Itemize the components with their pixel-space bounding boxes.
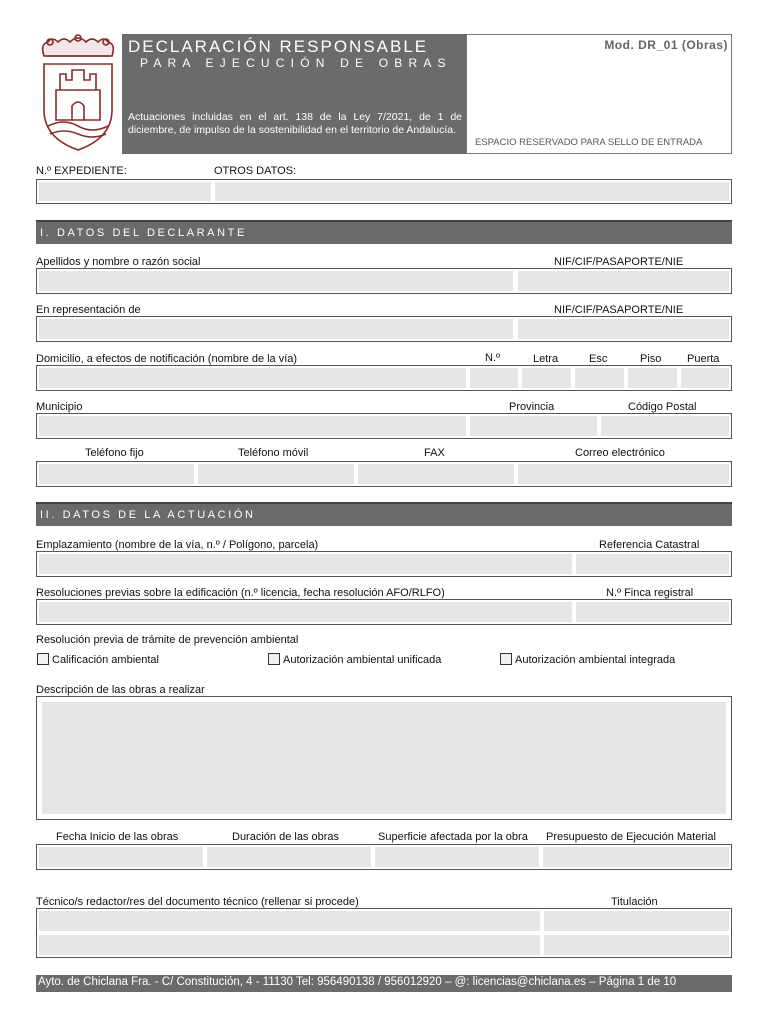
integrada-checkbox[interactable] — [500, 653, 512, 665]
form-subtitle: PARA EJECUCIÓN DE OBRAS — [140, 56, 452, 70]
catastral-field[interactable] — [575, 553, 730, 575]
autorizacion-unificada-option[interactable] — [268, 653, 441, 666]
tecnico-label: Técnico/s redactor/res del documento técnico (rellenar si procede) — [36, 896, 359, 908]
descripcion-box — [36, 696, 732, 820]
calificacion-option-label: Calificación ambiental — [52, 654, 159, 666]
titulacion-label: Titulación — [611, 896, 658, 908]
puerta-field[interactable] — [680, 367, 730, 389]
fecha-inicio-label: Fecha Inicio de las obras — [56, 831, 179, 843]
numero-field[interactable] — [469, 367, 519, 389]
resoluciones-label: Resoluciones previas sobre la edificación (n.º licencia, fecha resolución AFO/RLFO) — [36, 587, 445, 599]
tel-fijo-field[interactable] — [38, 463, 195, 485]
integrada-option-label: Autorización ambiental integrada — [515, 654, 676, 666]
apellidos-row — [36, 268, 732, 294]
title-block — [122, 34, 466, 154]
scope-text: Actuaciones incluidas en el art. 138 de la Ley 7/2021, de 1 de diciembre, de impulso de la sostenibilidad en el territorio de Andalucía. — [128, 111, 462, 136]
resoluciones-field[interactable] — [38, 601, 573, 623]
tel-movil-label: Teléfono móvil — [238, 447, 309, 459]
representacion-row — [36, 316, 732, 342]
tecnico-table — [36, 908, 732, 958]
calificacion-checkbox[interactable] — [37, 653, 49, 665]
footer-text: Ayto. de Chiclana Fra. - C/ Constitución, 4 - 11130 Tel: 956490138 / 956012920 – @: licencias@chiclana.es – Página 1 de 10 — [38, 976, 677, 988]
titulacion-field-1[interactable] — [543, 910, 730, 932]
nif2-field[interactable] — [517, 318, 730, 340]
tel-fijo-label: Teléfono fijo — [85, 447, 144, 459]
tecnico-field-1[interactable] — [38, 910, 541, 932]
domicilio-field[interactable] — [38, 367, 467, 389]
esc-field[interactable] — [574, 367, 625, 389]
fecha-inicio-field[interactable] — [38, 846, 204, 868]
emplazamiento-field[interactable] — [38, 553, 573, 575]
cp-field[interactable] — [600, 415, 730, 437]
puerta-label: Puerta — [687, 353, 720, 365]
apellidos-label: Apellidos y nombre o razón social — [36, 256, 201, 268]
provincia-field[interactable] — [469, 415, 598, 437]
domicilio-label: Domicilio, a efectos de notificación (nombre de la vía) — [36, 353, 298, 365]
crest-logo — [36, 34, 120, 154]
stamp-area — [466, 34, 732, 154]
fax-field[interactable] — [357, 463, 515, 485]
calificacion-ambiental-option[interactable] — [37, 653, 159, 666]
top-fields-box — [36, 179, 732, 204]
duracion-label: Duración de las obras — [232, 831, 340, 843]
unificada-option-label: Autorización ambiental unificada — [283, 654, 442, 666]
nif2-label: NIF/CIF/PASAPORTE/NIE — [554, 304, 684, 316]
tecnico-field-2[interactable] — [38, 934, 541, 956]
section-2-header — [36, 502, 732, 526]
presupuesto-field[interactable] — [542, 846, 730, 868]
piso-field[interactable] — [627, 367, 678, 389]
municipio-label: Municipio — [36, 401, 83, 413]
emplazamiento-row — [36, 551, 732, 577]
representacion-label: En representación de — [36, 304, 141, 316]
emplazamiento-label: Emplazamiento (nombre de la vía, n.º / Polígono, parcela) — [36, 539, 319, 551]
presupuesto-label: Presupuesto de Ejecución Material — [546, 831, 716, 843]
form-title: DECLARACIÓN RESPONSABLE — [128, 37, 429, 56]
provincia-label: Provincia — [509, 401, 555, 413]
footer-bar — [36, 975, 732, 992]
model-code: Mod. DR_01 (Obras) — [604, 38, 728, 52]
resoluciones-row — [36, 599, 732, 625]
nif1-field[interactable] — [517, 270, 730, 292]
stamp-space-label: ESPACIO RESERVADO PARA SELLO DE ENTRADA — [475, 137, 703, 148]
obras-data-row — [36, 844, 732, 870]
nif1-label: NIF/CIF/PASAPORTE/NIE — [554, 256, 684, 268]
numero-label: N.º — [485, 352, 501, 364]
autorizacion-integrada-option[interactable] — [500, 653, 675, 666]
catastral-label: Referencia Catastral — [599, 539, 700, 551]
municipio-field[interactable] — [38, 415, 467, 437]
contact-row — [36, 461, 732, 487]
finca-label: N.º Finca registral — [606, 587, 694, 599]
superficie-field[interactable] — [374, 846, 540, 868]
expediente-label: N.º EXPEDIENTE: — [36, 165, 127, 177]
finca-field[interactable] — [575, 601, 730, 623]
tel-movil-field[interactable] — [197, 463, 355, 485]
unificada-checkbox[interactable] — [268, 653, 280, 665]
expediente-field[interactable] — [38, 181, 212, 202]
section-2-title: II. DATOS DE LA ACTUACIÓN — [40, 509, 256, 521]
titulacion-field-2[interactable] — [543, 934, 730, 956]
section-1-title: I. DATOS DEL DECLARANTE — [40, 227, 247, 239]
otros-datos-field[interactable] — [214, 181, 730, 202]
descripcion-label: Descripción de las obras a realizar — [36, 684, 205, 696]
duracion-field[interactable] — [206, 846, 372, 868]
cp-label: Código Postal — [628, 401, 697, 413]
otros-datos-label: OTROS DATOS: — [214, 165, 297, 177]
letra-field[interactable] — [521, 367, 572, 389]
domicilio-row — [36, 365, 732, 391]
letra-label: Letra — [533, 353, 559, 365]
ambiental-label: Resolución previa de trámite de prevención ambiental — [36, 634, 299, 646]
coat-of-arms-icon — [36, 34, 120, 154]
email-field[interactable] — [517, 463, 730, 485]
piso-label: Piso — [640, 353, 662, 365]
descripcion-field[interactable] — [41, 701, 727, 815]
esc-label: Esc — [589, 353, 608, 365]
email-label: Correo electrónico — [575, 447, 665, 459]
section-1-header — [36, 220, 732, 244]
representacion-field[interactable] — [38, 318, 514, 340]
municipio-row — [36, 413, 732, 439]
superficie-label: Superficie afectada por la obra — [378, 831, 528, 843]
apellidos-field[interactable] — [38, 270, 514, 292]
fax-label: FAX — [424, 447, 445, 459]
